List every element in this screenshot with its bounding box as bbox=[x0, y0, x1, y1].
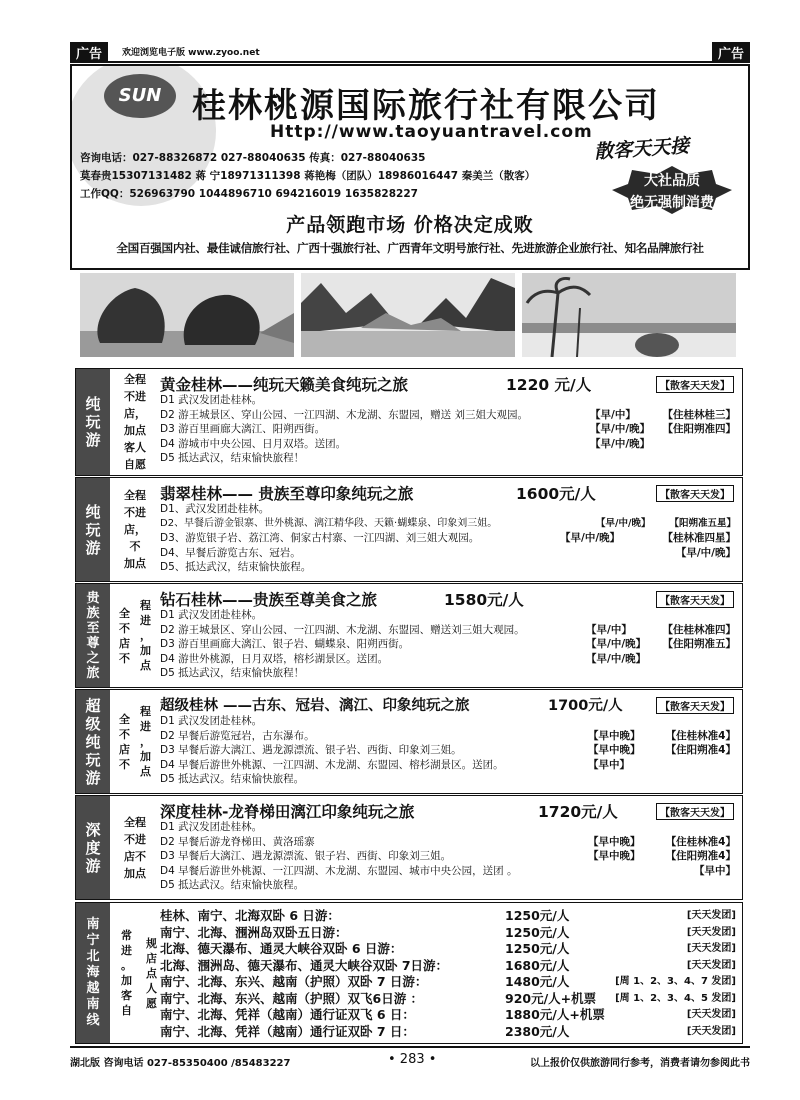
itinerary-day: D2、早餐后游金银寨、世外桃源、漓江精华段、天籁·蝴蝶泉、印象刘三姐。 【早/中/晚】 【阳朔准五星】 bbox=[160, 517, 736, 529]
slogan: 散客天天接 bbox=[593, 134, 690, 164]
top-divider bbox=[70, 61, 750, 63]
note-line: 客人 bbox=[124, 441, 146, 454]
photo-strip bbox=[70, 266, 746, 366]
itinerary-day: D1、武汉发团赴桂林。 bbox=[160, 503, 270, 515]
note-column: 常 进 。 加 客 自 bbox=[121, 929, 132, 1017]
category-char: 至 bbox=[86, 620, 100, 636]
ad-tag-right: 广告 bbox=[712, 42, 750, 63]
note-line: 店， bbox=[124, 523, 146, 536]
photo-karst-rocks bbox=[80, 273, 294, 357]
itinerary-day: D5 抵达武汉。结束愉快旅程。 bbox=[160, 879, 305, 891]
ad-tag-left: 广告 bbox=[70, 42, 108, 63]
logo-mark: SUN bbox=[104, 74, 176, 118]
tagline: 产品领跑市场 价格决定成败 bbox=[286, 214, 534, 236]
category-label bbox=[76, 478, 110, 581]
category-char: 南 bbox=[86, 997, 100, 1012]
itinerary-day: D5 抵达武汉，结束愉快旅程！ bbox=[160, 452, 305, 464]
tour-notes bbox=[114, 690, 156, 793]
itinerary-day: D3 早餐后游大漓江、遇龙源漂流、银子岩、西街、印象刘三姐。 【早中晚】 【住阳朔准4】 bbox=[160, 744, 736, 756]
tour-notes bbox=[114, 796, 156, 899]
itinerary-day: D3 早餐后大漓江、遇龙源漂流、银子岩、西街、印象刘三姐。 【早中晚】 【住阳朔准4】 bbox=[160, 850, 736, 862]
badge-line-2: 绝无强制消费 bbox=[630, 195, 714, 211]
category-char: 游 bbox=[85, 768, 101, 787]
tour-card-emerald bbox=[75, 477, 743, 582]
category-label bbox=[76, 903, 110, 1043]
page-footer bbox=[70, 1046, 750, 1072]
top-bar bbox=[70, 42, 750, 62]
itinerary-day: D4 早餐后游世外桃源、一江四湖、木龙湖、东盟园、城市中央公园，送团 。 【早中】 bbox=[160, 864, 736, 877]
note-line: 全程 bbox=[124, 373, 146, 386]
tour-content bbox=[160, 690, 736, 793]
itinerary-day: D1 武汉发团赴桂林。 bbox=[160, 609, 263, 621]
category-char: 度 bbox=[85, 838, 101, 857]
tour-price: 1600元/人 bbox=[516, 485, 596, 503]
company-name: 桂林桃源国际旅行社有限公司 bbox=[192, 86, 660, 126]
itinerary-day: D4、早餐后游览古东、冠岩。 【早/中/晚】 bbox=[160, 546, 736, 559]
note-column: 程 进 ， 加 点 bbox=[140, 705, 151, 778]
tour-price: 1720元/人 bbox=[538, 803, 618, 821]
category-char: 贵 bbox=[86, 590, 100, 606]
itinerary-day: D2 早餐后游览冠岩，古东瀑布。 【早中晚】 【住桂林准4】 bbox=[160, 729, 736, 742]
itinerary-day: D1 武汉发团赴桂林。 bbox=[160, 821, 263, 833]
depart-tag: 【散客天天发】 bbox=[656, 591, 734, 608]
note-column: 全 不 店 不 bbox=[119, 606, 130, 665]
itinerary-day: D3、游览银子岩、荔江湾、侗家古村寨、一江四湖、刘三姐大观园。 【早/中/晚】 【桂林准四星】 bbox=[160, 532, 736, 544]
route-row: 南宁、北海、东兴、越南（护照）双飞6日游 ： 920元/人+机票 [周 1、2、3、4、5 发团] bbox=[160, 990, 736, 1006]
tour-price: 1700元/人 bbox=[548, 698, 623, 714]
footer-contact: 湖北版 咨询电话 027-85350400 /85483227 bbox=[70, 1058, 291, 1069]
category-char: 级 bbox=[85, 714, 101, 733]
note-line: 全程 bbox=[124, 815, 146, 829]
itinerary bbox=[160, 393, 736, 466]
note-line: 不进 bbox=[124, 506, 146, 519]
tour-notes bbox=[114, 584, 156, 687]
category-char: 游 bbox=[85, 538, 101, 557]
note-column: 程 进 ， 加 点 bbox=[140, 599, 151, 672]
category-char: 之 bbox=[86, 650, 100, 666]
itinerary-day: D2 游王城景区、穿山公园、一江四湖、木龙湖、东盟园、赠送刘三姐大观园。 【早/中】 【住桂林准四】 bbox=[160, 623, 736, 636]
category-char: 游 bbox=[85, 856, 101, 875]
route-row: 南宁、北海、东兴、越南（护照）双卧 7 日游： 1480元/人 [周 1、2、3、4、7 发团] bbox=[160, 974, 736, 989]
welcome-text: 欢迎浏览电子版 www.zyoo.net bbox=[122, 48, 260, 58]
itinerary-day: D5 抵达武汉。结束愉快旅程。 bbox=[160, 773, 305, 785]
category-char: 宁 bbox=[86, 933, 100, 948]
contact-phone: 咨询电话：027-88326872 027-88040635 传真：027-88040635 bbox=[80, 152, 426, 164]
itinerary-day: D5 抵达武汉，结束愉快旅程！ bbox=[160, 667, 305, 679]
category-label bbox=[76, 369, 110, 475]
category-char: 北 bbox=[86, 949, 100, 964]
tour-content bbox=[160, 369, 736, 475]
note-line: 加点 bbox=[124, 866, 146, 880]
route-row: 北海、涠洲岛、德天瀑布、通灵大峡谷双卧 7日游： 1680元/人 [天天发团] bbox=[160, 957, 736, 973]
tour-card-diamond bbox=[75, 583, 743, 688]
route-row: 南宁、北海、凭祥（越南）通行证双飞 6 日： 1880元/人+机票 [天天发团] bbox=[160, 1007, 736, 1022]
tour-content bbox=[160, 478, 736, 581]
category-char: 旅 bbox=[86, 665, 100, 681]
tour-price: 1220 元/人 bbox=[506, 376, 592, 394]
itinerary-day: D2 游王城景区、穿山公园、一江四湖、木龙湖、东盟园，赠送 刘三姐大观园。 【早/中】 【住桂林桂三】 bbox=[160, 408, 736, 421]
itinerary-day: D4 早餐后游世外桃源、一江四湖、木龙湖、东盟园、榕杉湖景区。送团。 【早中】 bbox=[160, 758, 630, 771]
tour-price: 1580元/人 bbox=[444, 591, 524, 609]
tour-title: 钻石桂林——贵族至尊美食之旅 bbox=[160, 591, 378, 609]
itinerary bbox=[160, 820, 736, 893]
website-url[interactable]: Http://www.taoyuantravel.com bbox=[270, 122, 593, 142]
tour-card-super bbox=[75, 689, 743, 794]
itinerary-day: D4 游世外桃源，日月双塔，榕杉湖景区。送团。 【早/中/晚】 bbox=[160, 652, 647, 665]
tour-card-deep bbox=[75, 795, 743, 900]
route-row: 南宁、北海、凭祥（越南）通行证双卧 7 日： 2380元/人 [天天发团] bbox=[160, 1023, 736, 1039]
note-line: 加点 bbox=[124, 557, 146, 570]
note-line: 自愿 bbox=[124, 458, 146, 471]
note-line: 店， bbox=[124, 407, 146, 420]
category-char: 玩 bbox=[85, 750, 101, 769]
contact-staff: 莫春贵15307131482 蒋 宁18971311398 蒋艳梅（团队）18986016447 秦美兰（散客） bbox=[80, 170, 536, 182]
route-row: 北海、德天瀑布、通灵大峡谷双卧 6 日游： 1250元/人 [天天发团] bbox=[160, 941, 736, 956]
note-line: 不进 bbox=[124, 390, 146, 403]
tour-title: 黄金桂林——纯玩天籁美食纯玩之旅 bbox=[160, 376, 409, 394]
category-char: 纯 bbox=[85, 732, 101, 751]
footer-disclaimer: 以上报价仅供旅游同行参考，消费者请勿参阅此书 bbox=[530, 1058, 750, 1069]
note-column: 全 不 店 不 bbox=[119, 712, 130, 771]
itinerary bbox=[160, 714, 736, 787]
category-char: 深 bbox=[85, 820, 101, 839]
routes-notes bbox=[114, 903, 164, 1043]
note-column: 规 店 点 人 愿 bbox=[146, 936, 157, 1010]
category-char: 尊 bbox=[86, 635, 100, 651]
category-char: 纯 bbox=[85, 395, 101, 413]
badge-line-1: 大社品质 bbox=[644, 173, 700, 189]
category-label bbox=[76, 584, 110, 687]
category-label bbox=[76, 796, 110, 899]
category-label bbox=[76, 690, 110, 793]
category-char: 玩 bbox=[85, 520, 101, 539]
tour-title: 深度桂林-龙脊梯田漓江印象纯玩之旅 bbox=[160, 803, 415, 821]
note-line: 全程 bbox=[124, 489, 146, 502]
category-char: 族 bbox=[86, 605, 100, 621]
photo-river-mountains bbox=[301, 273, 515, 357]
depart-tag: 【散客天天发】 bbox=[656, 697, 734, 714]
category-char: 海 bbox=[86, 965, 100, 980]
itinerary-day: D4 游城市中央公园、日月双塔。送团。 【早/中/晚】 bbox=[160, 437, 651, 450]
itinerary bbox=[160, 608, 736, 681]
depart-tag: 【散客天天发】 bbox=[656, 485, 734, 502]
category-char: 超 bbox=[85, 696, 101, 715]
category-char: 南 bbox=[86, 917, 100, 932]
note-line: 不 bbox=[129, 540, 141, 553]
category-char: 越 bbox=[86, 981, 100, 996]
itinerary bbox=[160, 502, 736, 575]
category-char: 游 bbox=[85, 431, 101, 449]
note-line: 店不 bbox=[124, 849, 146, 863]
photo-beach-palms bbox=[522, 273, 736, 357]
honors-line: 全国百强国内社、最佳诚信旅行社、广西十强旅行社、广西青年文明号旅行社、先进旅游企业旅行社、知名品牌旅行社 bbox=[116, 241, 704, 255]
tour-title: 翡翠桂林—— 贵族至尊印象纯玩之旅 bbox=[160, 485, 414, 503]
tour-title: 超级桂林 ——古东、冠岩、漓江、印象纯玩之旅 bbox=[160, 698, 470, 714]
itinerary-day: D3 游百里画廊大漓江、银子岩、蝴蝶泉、阳朔西街。 【早/中/晚】 【住阳朔准五】 bbox=[160, 638, 736, 650]
note-line: 加点 bbox=[124, 424, 146, 437]
depart-tag: 【散客天天发】 bbox=[656, 803, 734, 820]
tour-notes bbox=[114, 369, 156, 475]
itinerary-day: D3 游百里画廊大漓江、阳朔西街。 【早/中/晚】 【住阳朔准四】 bbox=[160, 423, 736, 435]
depart-tag: 【散客天天发】 bbox=[656, 376, 734, 393]
itinerary-day: D5、抵达武汉，结束愉快旅程。 bbox=[160, 561, 312, 573]
itinerary-day: D2 早餐后游龙脊梯田、黄洛瑶寨 【早中晚】 【住桂林准4】 bbox=[160, 835, 736, 848]
route-row: 桂林、南宁、北海双卧 6 日游： 1250元/人 [天天发团] bbox=[160, 908, 736, 923]
category-char: 线 bbox=[86, 1013, 100, 1028]
quality-badge bbox=[612, 166, 732, 214]
tour-content bbox=[160, 584, 736, 687]
route-row: 南宁、北海、涠洲岛双卧五日游： 1250元/人 [天天发团] bbox=[160, 924, 736, 940]
page-number: • 283 • bbox=[388, 1052, 437, 1067]
itinerary-day: D1 武汉发团赴桂林。 bbox=[160, 715, 263, 727]
tour-content bbox=[160, 796, 736, 899]
tour-notes bbox=[114, 478, 156, 581]
tour-card-golden bbox=[75, 368, 743, 476]
company-header bbox=[70, 64, 750, 270]
itinerary-day: D1 武汉发团赴桂林。 bbox=[160, 394, 263, 406]
contact-qq: 工作QQ：526963790 1044896710 694216019 1635828227 bbox=[80, 188, 418, 200]
routes-section bbox=[75, 902, 743, 1044]
note-line: 不进 bbox=[124, 832, 146, 846]
category-char: 纯 bbox=[85, 502, 101, 521]
category-char: 玩 bbox=[85, 413, 101, 431]
